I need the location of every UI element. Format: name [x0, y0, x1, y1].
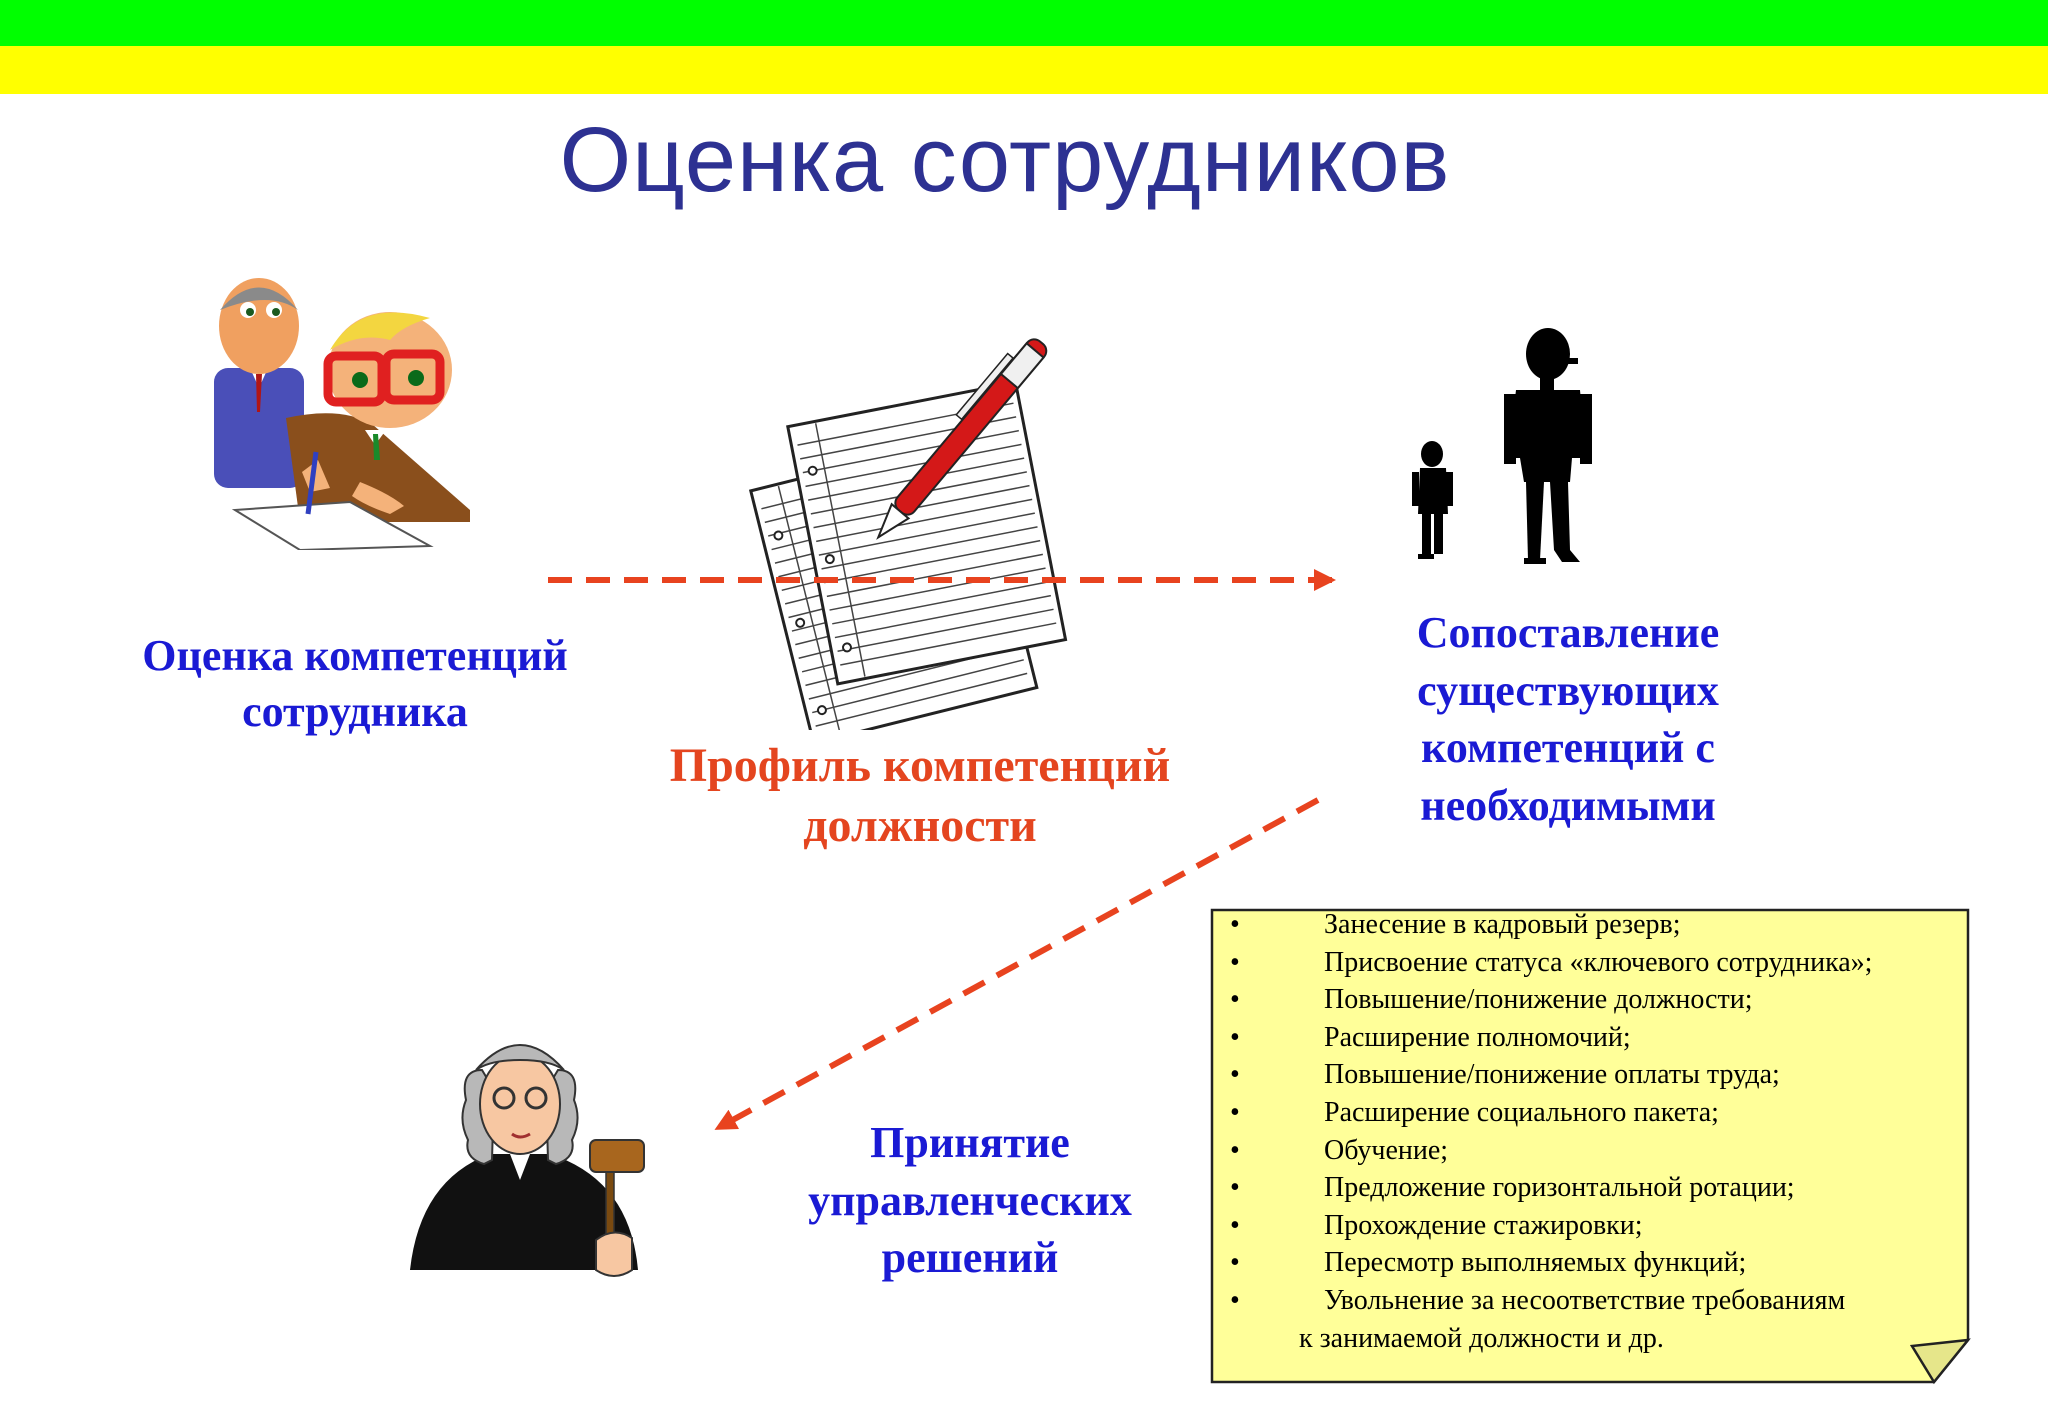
list-item: • Расширение полномочий;: [1218, 1019, 1958, 1057]
list-item: • Расширение социального пакета;: [1218, 1094, 1958, 1132]
comparison-label: [1378, 604, 1758, 835]
list-item: • Присвоение статуса «ключевого сотрудника»;: [1218, 944, 1958, 982]
decisions-label: [780, 1114, 1160, 1287]
page-title: Оценка сотрудников: [559, 109, 1451, 211]
list-item: • Обучение;: [1218, 1132, 1958, 1170]
comparison-label-line2: существующих: [1417, 665, 1719, 715]
decisions-label-line2: управленческих: [808, 1175, 1132, 1225]
comparison-label-line4: необходимыми: [1420, 780, 1716, 830]
assessment-label-line1: Оценка компетенций: [142, 631, 568, 680]
comparison-label-line3: компетенций с: [1421, 723, 1715, 773]
profile-label-line2: должности: [803, 799, 1037, 853]
list-item-continuation: к занимаемой должности и др.: [1299, 1322, 1664, 1354]
comparison-label-line1: Сопоставление: [1416, 608, 1720, 657]
list-item: • Повышение/понижение оплаты труда;: [1218, 1056, 1958, 1094]
assessment-label-line2: сотрудника: [242, 687, 468, 737]
profile-label-line1: Профиль компетенций: [669, 739, 1171, 792]
decisions-label-line3: решений: [881, 1233, 1059, 1283]
list-item: • Предложение горизонтальной ротации;: [1218, 1169, 1958, 1207]
list-item: • Пересмотр выполняемых функций;: [1218, 1244, 1958, 1282]
list-item: • Занесение в кадровый резерв;: [1218, 906, 1958, 944]
decisions-label-line1: Принятие: [870, 1118, 1070, 1167]
decision-options-list: [1218, 906, 1958, 1357]
list-item: • Увольнение за несоответствие требованиям к занимаемой должности и др.: [1218, 1282, 1958, 1357]
list-item: • Повышение/понижение должности;: [1218, 981, 1958, 1019]
profile-label: [630, 736, 1210, 857]
assessment-label: [100, 628, 610, 741]
list-item: • Прохождение стажировки;: [1218, 1207, 1958, 1245]
